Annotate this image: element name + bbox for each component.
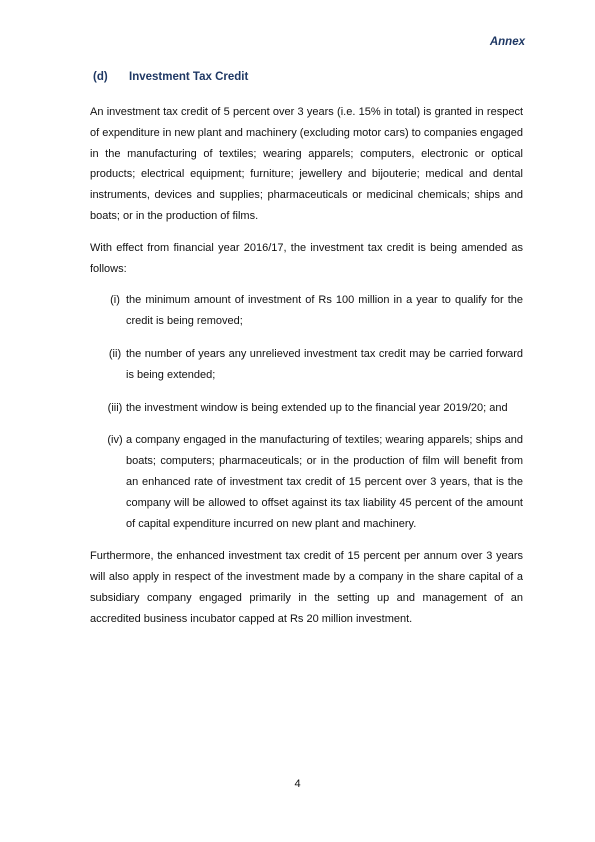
- list-item-text: the number of years any unrelieved investment tax credit may be carried forward is being extended;: [126, 347, 523, 381]
- list-item: [90, 430, 523, 534]
- list-item-text: the investment window is being extended up to the financial year 2019/20; and: [126, 401, 508, 414]
- list-item: [90, 398, 523, 419]
- list-item-text: the minimum amount of investment of Rs 100 million in a year to qualify for the credit is being removed;: [126, 294, 523, 328]
- section-heading: [93, 71, 248, 83]
- paragraph-intro: An investment tax credit of 5 percent over 3 years (i.e. 15% in total) is granted in respect of expenditure in new plant and machinery (excluding motor cars) to companies engaged in the manufacturing of textiles; wearing apparels; computers, electronic or optical products; electrical equipment; furniture; jewellery and bijouterie; medical and dental instruments, devices and supplies; pharmaceuticals or medicinal chemicals; ships and boats; or in the production of films.: [90, 106, 523, 222]
- list-item-number: (iv): [107, 434, 123, 447]
- paragraph-furthermore: Furthermore, the enhanced investment tax credit of 15 percent per annum over 3 years will also apply in respect of the investment made by a company in the share capital of a subsidiary company engaged primarily in the setting up and management of an accredited business incubator capped at Rs 20 million investment.: [90, 550, 523, 625]
- list-item-number: (iii): [107, 401, 123, 414]
- paragraph-amendment-lead: With effect from financial year 2016/17, the investment tax credit is being amended as follows:: [90, 241, 523, 275]
- annex-label: Annex: [489, 36, 525, 48]
- amendment-list: [90, 290, 523, 534]
- section-title: Investment Tax Credit: [129, 71, 249, 83]
- section-letter: (d): [93, 71, 108, 83]
- list-item: [90, 344, 523, 386]
- list-item-text: a company engaged in the manufacturing of textiles; wearing apparels; ships and boats; computers; pharmaceuticals; or in the production of film will benefit from an enhanced rate of investment tax credit of 15 percent over 3 years, that is the company will be allowed to offset against its tax liability 45 percent of the amount of capital expenditure incurred on new plant and machinery.: [126, 434, 523, 530]
- list-item-number: (ii): [108, 347, 122, 360]
- list-item: [90, 290, 523, 332]
- list-item-number: (i): [110, 294, 120, 307]
- page-number: 4: [294, 778, 301, 790]
- document-body: [90, 102, 523, 641]
